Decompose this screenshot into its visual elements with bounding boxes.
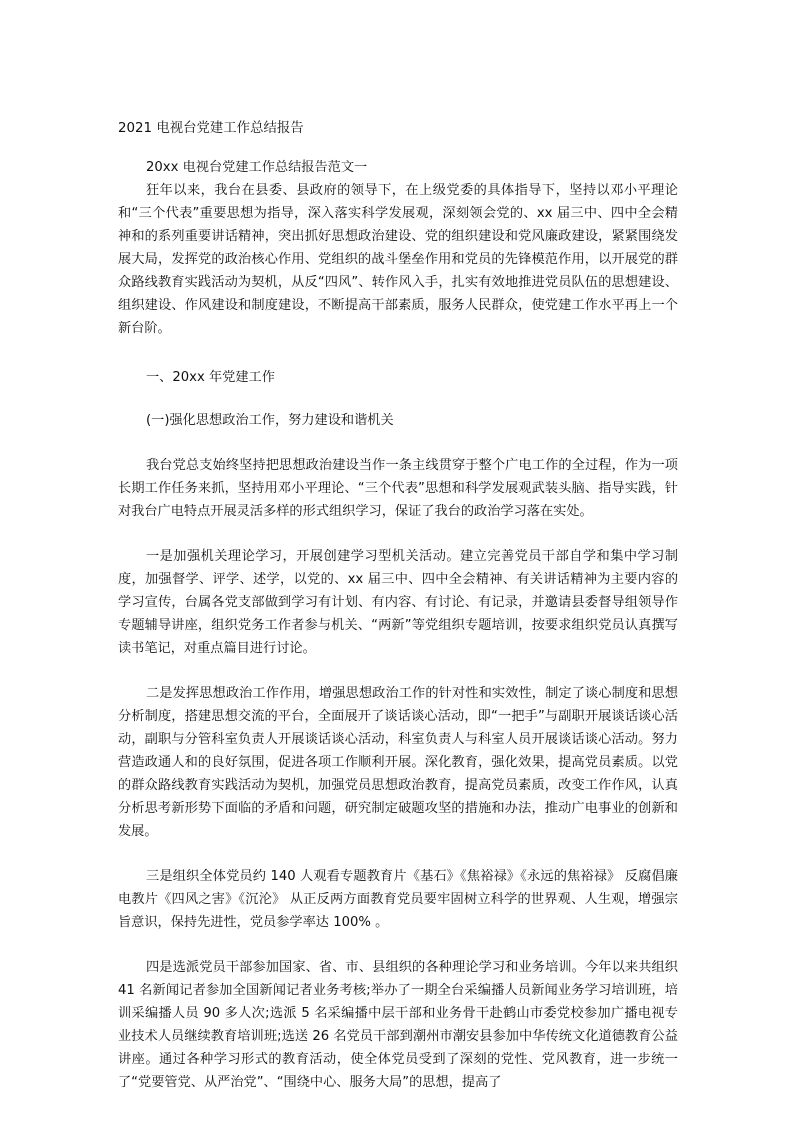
body-paragraph: 四是选派党员干部参加国家、省、市、县组织的各种理论学习和业务培训。今年以来共组织 41 名新闻记者参加全国新闻记者业务考核;举办了一期全台采编播人员新闻业务学习培训班，培训采编播人员 90 多人次;选派 5 名采编播中层干部和业务骨干赴鹤山市委党校参加广播电视专业技术人员继续教育培训班;选送 26 名党员干部到潮州市潮安县参加中华传统文化道德教育公益讲座。通过各种学习形式的教育活动，使全体党员受到了深刻的党性、党风教育，进一步统一了“党要管党、从严治党”、“围绕中心、服务大局”的思想，提高了 xyxy=(118,960,678,1090)
body-paragraph: 二是发挥思想政治工作作用，增强思想政治工作的针对性和实效性，制定了谈心制度和思想分析制度，搭建思想交流的平台，全面展开了谈话谈心活动，即“一把手”与副职开展谈话谈心活动，副职与分管科室负责人开展谈话谈心活动，科室负责人与科室人员开展谈话谈心活动。努力营造政通人和的良好氛围，促进各项工作顺利开展。深化教育，强化效果，提高党员素质。以党的群众路线教育实践活动为契机，加强党员思想政治教育，提高党员素质，改变工作作风，认真分析思考新形势下面临的矛盾和问题，研究制定破题攻坚的措施和办法，推动广电事业的创新和发展。 xyxy=(118,686,678,839)
body-paragraph: 一是加强机关理论学习，开展创建学习型机关活动。建立完善党员干部自学和集中学习制度，加强督学、评学、述学，以党的、xx 届三中、四中全会精神、有关讲话精神为主要内容的学习宣传，台属各党支部做到学习有计划、有内容、有讨论、有记录，并邀请县委督导组领导作专题辅导讲座，组织党务工作者参与机关、“两新”等党组织专题培训，按要求组织党员认真撰写读书笔记，对重点篇目进行讨论。 xyxy=(118,549,678,656)
document-page xyxy=(118,117,678,1094)
document-subtitle: 20xx 电视台党建工作总结报告范文一 xyxy=(146,160,368,175)
document-title: 2021 电视台党建工作总结报告 xyxy=(118,121,304,136)
section-heading: 一、20xx 年党建工作 xyxy=(146,370,275,385)
body-paragraph: 三是组织全体党员约 140 人观看专题教育片《基石》《焦裕禄》《永远的焦裕禄》 反腐倡廉电教片《四风之害》《沉沦》 从正反两方面教育党员要牢固树立科学的世界观、人生观，增强宗旨意识，保持先进性，党员参学率达 100% 。 xyxy=(118,869,678,930)
body-paragraph: 我台党总支始终坚持把思想政治建设当作一条主线贯穿于整个广电工作的全过程，作为一项长期工作任务来抓，坚持用邓小平理论、“三个代表”思想和科学发展观武装头脑、指导实践，针对我台广电特点开展灵活多样的形式组织学习，保证了我台的政治学习落在实处。 xyxy=(118,458,678,519)
intro-paragraph: 狂年以来，我台在县委、县政府的领导下，在上级党委的具体指导下，坚持以邓小平理论和“三个代表”重要思想为指导，深入落实科学发展观，深刻领会党的、xx 届三中、四中全会精神和的系列重要讲话精神，突出抓好思想政治建设、党的组织建设和党风廉政建设，紧紧围绕发展大局，发挥党的政治核心作用、党组织的战斗堡垒作用和党员的先锋模范作用，以开展党的群众路线教育实践活动为契机，从反“四风”、转作风入手，扎实有效地推进党员队伍的思想建设、组织建设、作风建设和制度建设，不断提高干部素质，服务人民群众，使党建工作水平再上一个新台阶。 xyxy=(118,183,678,336)
subsection-heading: (一)强化思想政治工作，努力建设和谐机关 xyxy=(146,413,394,428)
